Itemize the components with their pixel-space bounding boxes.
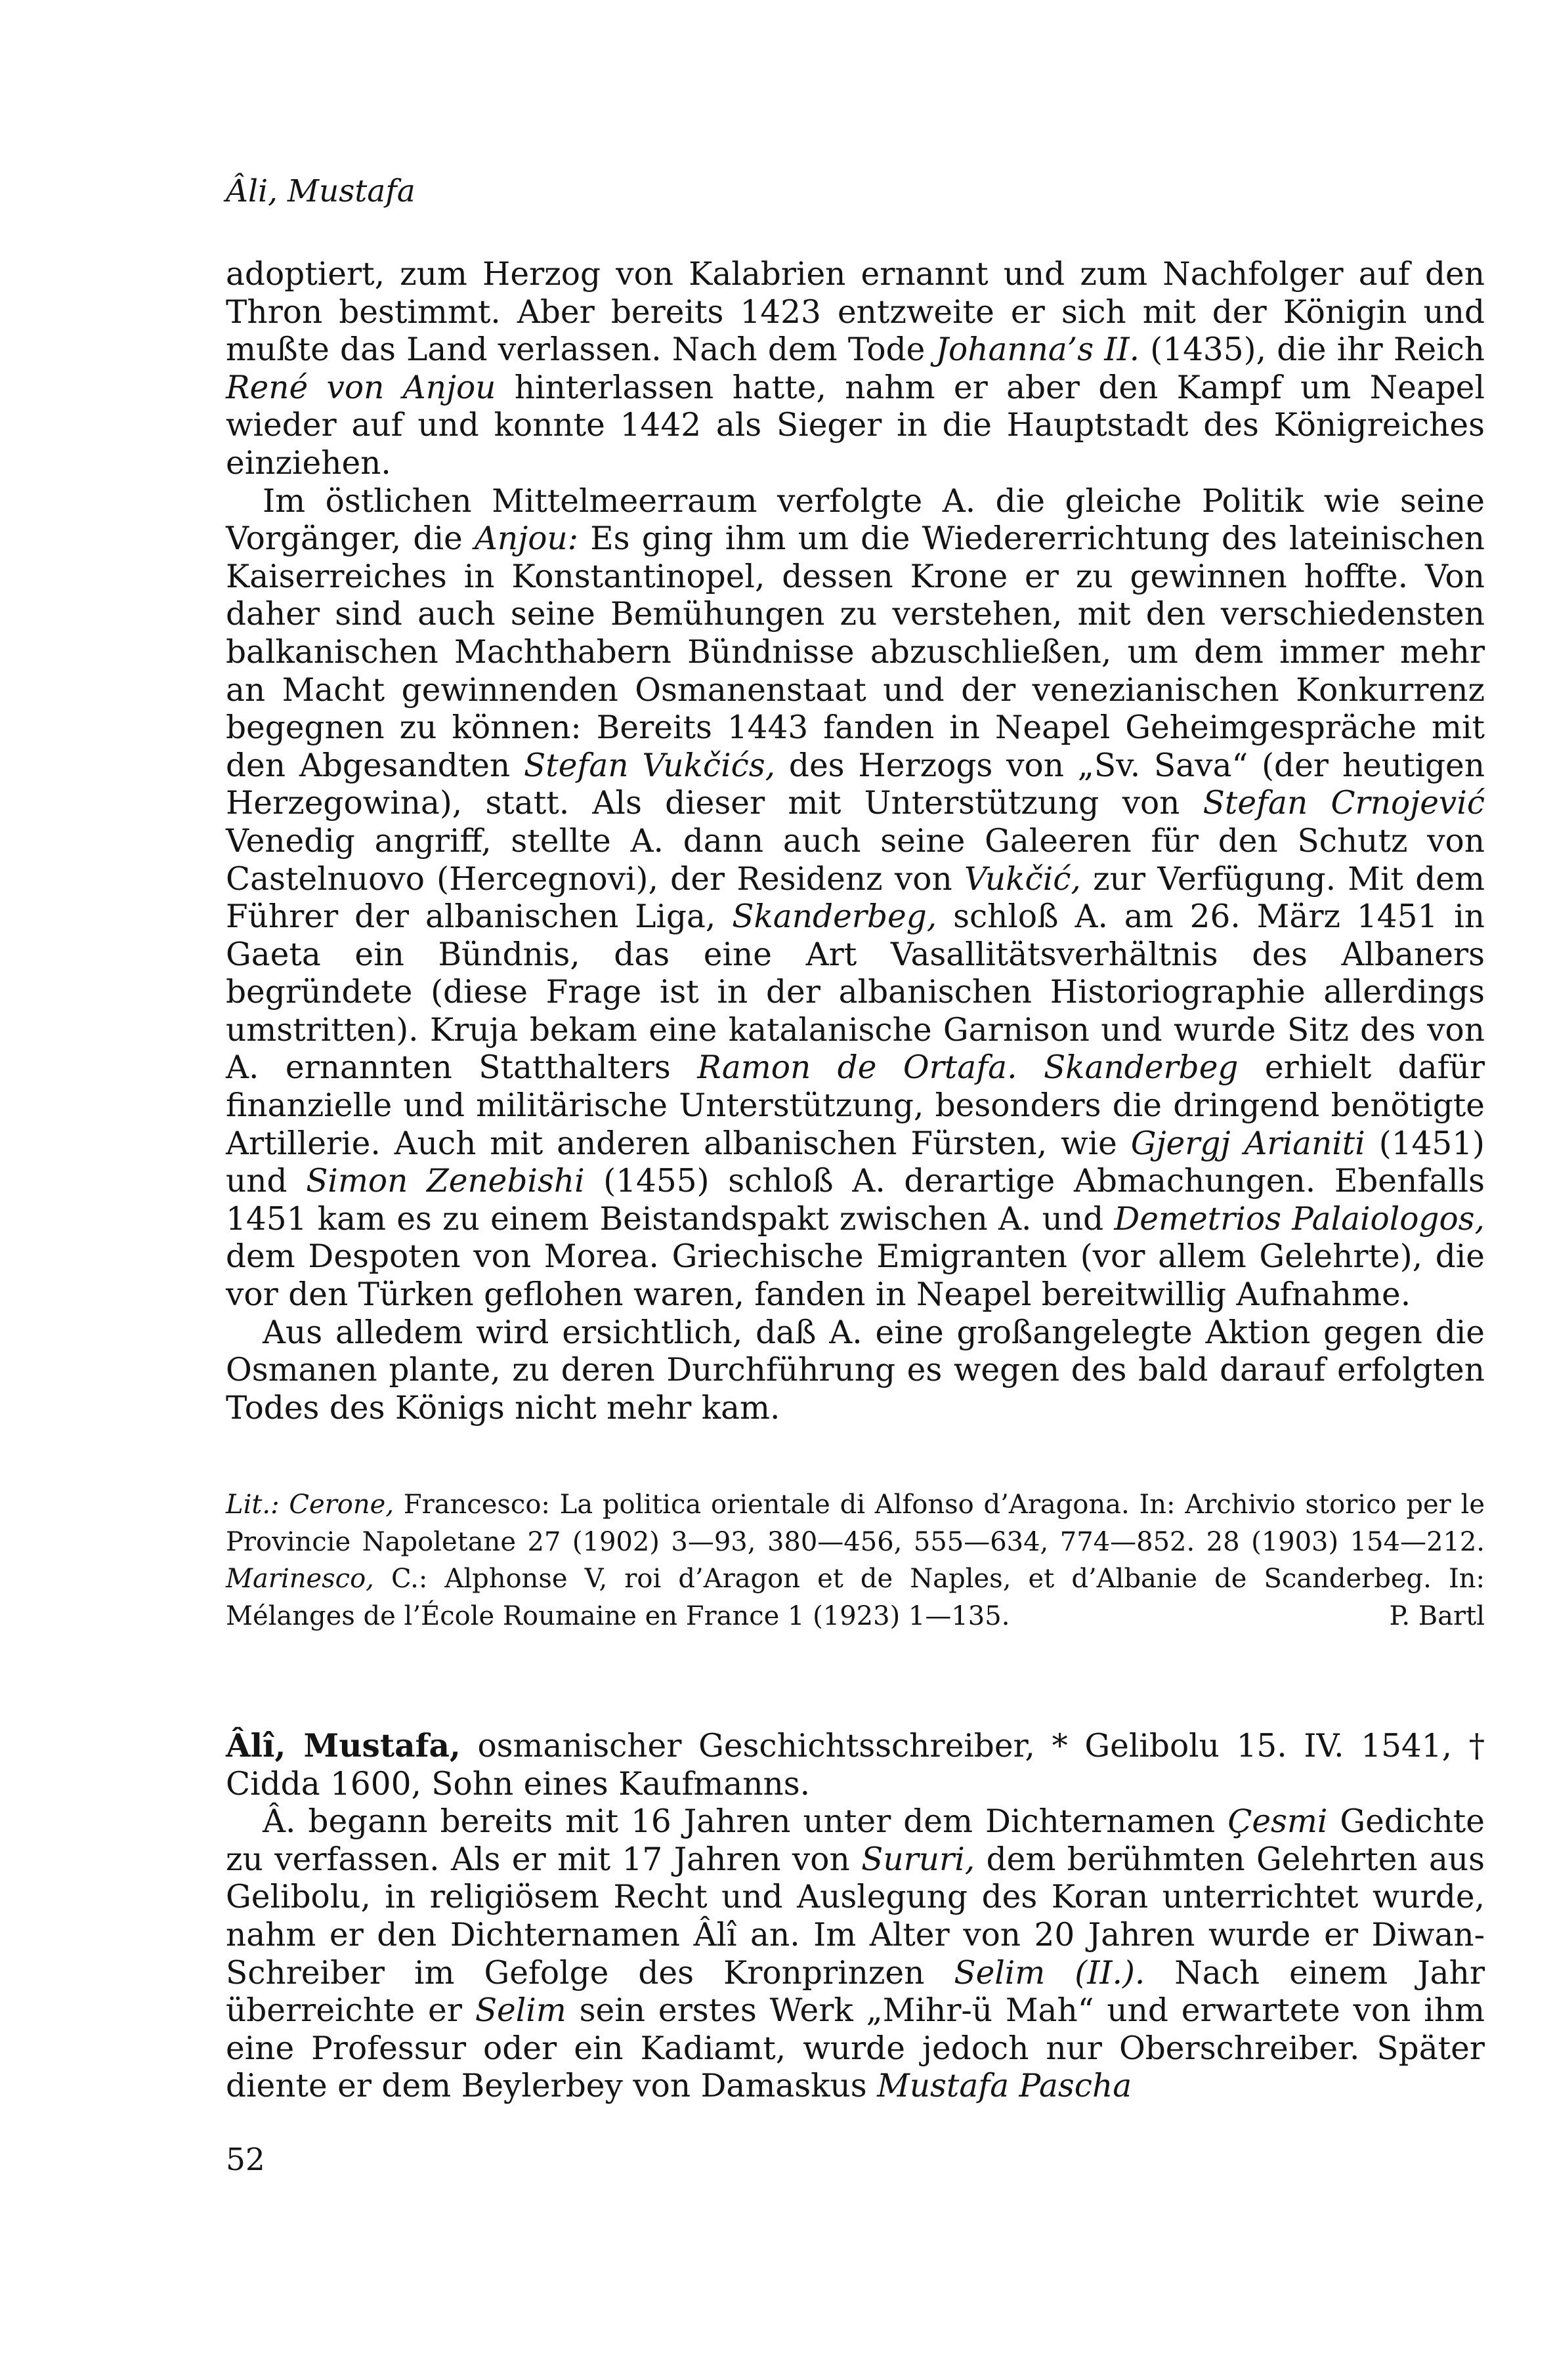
- entry-ali-mustafa: [226, 1727, 1485, 2106]
- paragraph-1: adoptiert, zum Herzog von Kalabrien ernannt und zum Nachfolger auf den Thron bestimmt. Aber bereits 1423 entzweite er sich mit der Königin und mußte das Land verlassen. Nach dem Tode Johanna’s II. (1435), die ihr Reich René von Anjou hinterlassen hatte, nahm er aber den Kampf um Neapel wieder auf und konnte 1442 als Sieger in die Hauptstadt des Königreiches einziehen.: [226, 256, 1485, 482]
- literature-section: [226, 1486, 1485, 1635]
- entry-intro: Âlî, Mustafa, osmanischer Geschichtsschreiber, * Gelibolu 15. IV. 1541, † Cidda 1600, Sohn eines Kaufmanns.: [226, 1727, 1485, 1803]
- entry-paragraph-1: Â. begann bereits mit 16 Jahren unter dem Dichternamen Çesmi Gedichte zu verfassen. Als er mit 17 Jahren von Sururi, dem berühmten Gelehrten aus Gelibolu, in religiösem Recht und Auslegung des Koran unterrichtet wurde, nahm er den Dichternamen Âlî an. Im Alter von 20 Jahren wurde er Diwan-Schreiber im Gefolge des Kronprinzen Selim (II.). Nach einem Jahr überreichte er Selim sein erstes Werk „Mihr-ü Mah“ und erwartete von ihm eine Professur oder ein Kadiamt, wurde jedoch nur Oberschreiber. Später diente er dem Beylerbey von Damaskus Mustafa Pascha: [226, 1803, 1485, 2105]
- literature-label: Lit.:: [226, 1490, 280, 1520]
- entry-headword: Âlî, Mustafa,: [226, 1727, 461, 1764]
- running-head: Âli, Mustafa: [226, 173, 415, 209]
- page-number: 52: [226, 2142, 265, 2178]
- literature-paragraph: Lit.: Cerone, Francesco: La politica orientale di Alfonso d’Aragona. In: Archivio storico per le Provincie Napoletane 27 (1902) 3—93, 380—456, 555—634, 774—852. 28 (1903) 154—212. Marinesco, C.: Alphonse V, roi d’Aragon et de Naples, et d’Albanie de Scanderbeg. In: Mélanges de l’École Roumaine en France 1 (1923) 1—135. P. Bartl: [226, 1486, 1485, 1635]
- main-text: [226, 256, 1485, 1427]
- author-signature: P. Bartl: [1389, 1600, 1485, 1631]
- paragraph-2: Im östlichen Mittelmeerraum verfolgte A. die gleiche Politik wie seine Vorgänger, die Anjou: Es ging ihm um die Wiedererrichtung des lateinischen Kaiserreiches in Konstantinopel, dessen Krone er zu gewinnen hoffte. Von daher sind auch seine Bemühungen zu verstehen, mit den verschiedensten balkanischen Machthabern Bündnisse abzuschließen, um dem immer mehr an Macht gewinnenden Osmanenstaat und der venezianischen Konkurrenz begegnen zu können: Bereits 1443 fanden in Neapel Geheimgespräche mit den Abgesandten Stefan Vukčićs, des Herzogs von „Sv. Sava“ (der heutigen Herzegowina), statt. Als dieser mit Unterstützung von Stefan Crnojević Venedig angriff, stellte A. dann auch seine Galeeren für den Schutz von Castelnuovo (Hercegnovi), der Residenz von Vukčić, zur Verfügung. Mit dem Führer der albanischen Liga, Skanderbeg, schloß A. am 26. März 1451 in Gaeta ein Bündnis, das eine Art Vasallitätsverhältnis des Albaners begründete (diese Frage ist in der albanischen Historiographie allerdings umstritten). Kruja bekam eine katalanische Garnison und wurde Sitz des von A. ernannten Statthalters Ramon de Ortafa. Skanderbeg erhielt dafür finanzielle und militärische Unterstützung, besonders die dringend benötigte Artillerie. Auch mit anderen albanischen Fürsten, wie Gjergj Arianiti (1451) und Simon Zenebishi (1455) schloß A. derartige Abmachungen. Ebenfalls 1451 kam es zu einem Beistandspakt zwischen A. und Demetrios Palaiologos, dem Despoten von Morea. Griechische Emigranten (vor allem Gelehrte), die vor den Türken geflohen waren, fanden in Neapel bereitwillig Aufnahme.: [226, 482, 1485, 1314]
- paragraph-3: Aus alledem wird ersichtlich, daß A. eine großangelegte Aktion gegen die Osmanen plante, zu deren Durchführung es wegen des bald darauf erfolgten Todes des Königs nicht mehr kam.: [226, 1314, 1485, 1427]
